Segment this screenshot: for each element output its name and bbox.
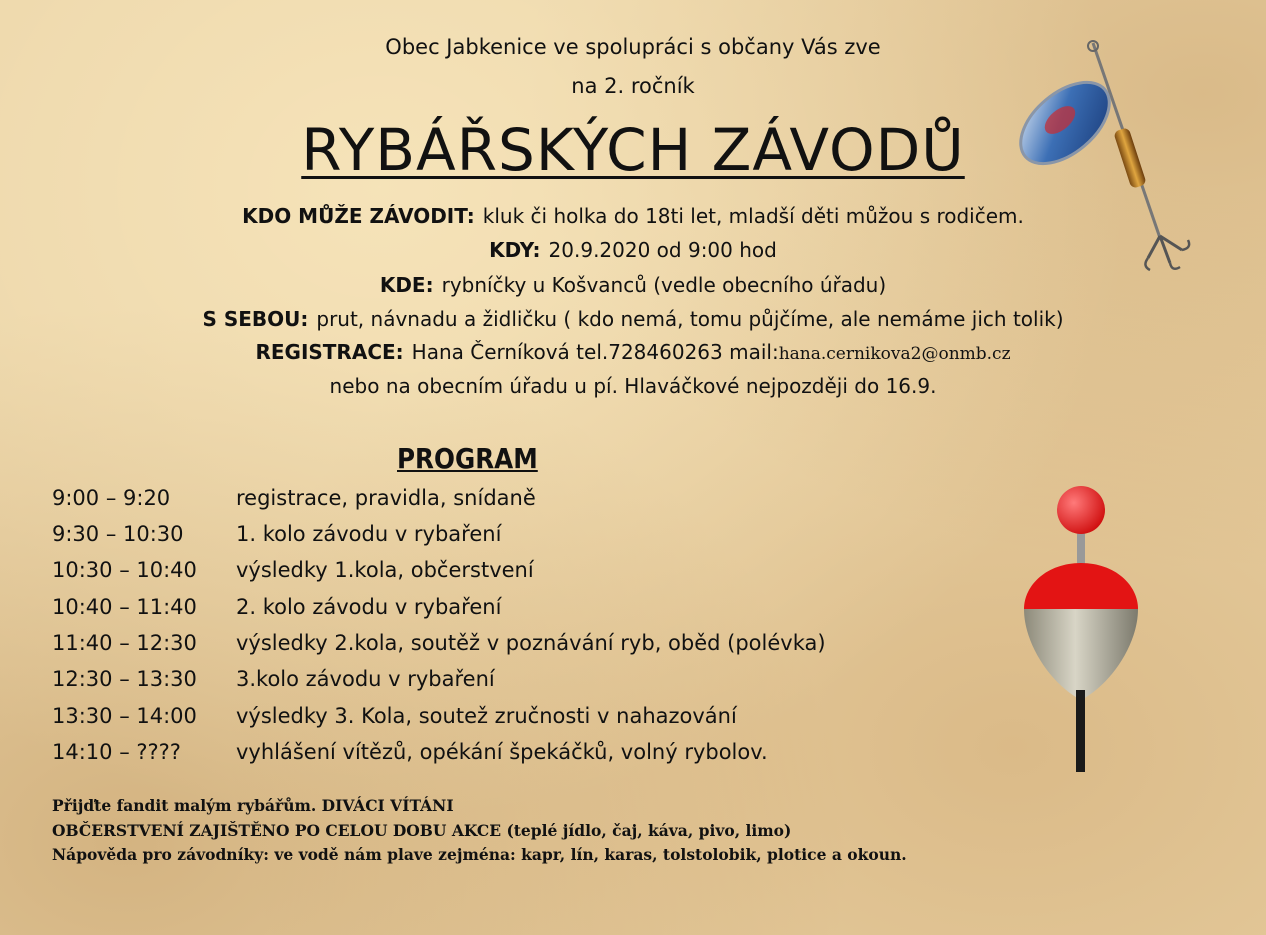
bring-label: S SEBOU: [202, 307, 309, 331]
program-row [52, 558, 534, 582]
program-activity: 3.kolo závodu v rybaření [236, 667, 495, 691]
program-time: 10:40 – 11:40 [52, 595, 197, 619]
program-activity: registrace, pravidla, snídaně [236, 486, 536, 510]
info-bring [0, 307, 1266, 331]
program-time: 10:30 – 10:40 [52, 558, 197, 582]
program-row [52, 486, 536, 510]
program-activity: 1. kolo závodu v rybaření [236, 522, 502, 546]
where-label: KDE: [379, 273, 434, 297]
when-label: KDY: [489, 238, 541, 262]
bring-value: prut, návnadu a židličku ( kdo nemá, tomu půjčíme, ale nemáme jich tolik) [316, 307, 1064, 331]
where-value: rybníčky u Košvanců (vedle obecního úřadu) [441, 273, 887, 297]
who-label: KDO MŮŽE ZÁVODIT: [242, 204, 475, 228]
footer-line-2: OBČERSTVENÍ ZAJIŠTĚNO PO CELOU DOBU AKCE (teplé jídlo, čaj, káva, pivo, limo) [52, 821, 792, 840]
program-row [52, 667, 495, 691]
info-registration [0, 340, 1266, 364]
fishing-float-bobber-icon [1020, 485, 1145, 775]
program-activity: výsledky 3. Kola, soutež zručnosti v nahazování [236, 704, 737, 728]
program-time: 9:00 – 9:20 [52, 486, 171, 510]
footer-line-3: Nápověda pro závodníky: ve vodě nám plave zejména: kapr, lín, karas, tolstolobik, plotice a okoun. [52, 845, 907, 864]
footer-line-1: Přijďte fandit malým rybářům. DIVÁCI VÍTÁNI [52, 796, 454, 815]
intro-line-2: na 2. ročník [571, 74, 695, 98]
program-row [52, 704, 737, 728]
program-time: 13:30 – 14:00 [52, 704, 197, 728]
fishing-spinner-lure-icon [1010, 38, 1200, 278]
registration-email[interactable]: hana.cernikova2@onmb.cz [778, 344, 1011, 364]
program-row [52, 522, 501, 546]
program-activity: 2. kolo závodu v rybaření [236, 595, 502, 619]
program-activity: výsledky 1.kola, občerstvení [236, 558, 534, 582]
program-row [52, 631, 826, 655]
program-time: 12:30 – 13:30 [52, 667, 197, 691]
info-registration-line2: nebo na obecním úřadu u pí. Hlaváčkové nejpozději do 16.9. [329, 374, 937, 398]
program-time: 11:40 – 12:30 [52, 631, 197, 655]
program-activity: vyhlášení vítězů, opékání špekáčků, volný rybolov. [236, 740, 768, 764]
intro-line-1: Obec Jabkenice ve spolupráci s občany Vás zve [385, 35, 881, 59]
program-heading: PROGRAM [397, 442, 538, 475]
program-row [52, 740, 768, 764]
when-value: 20.9.2020 od 9:00 hod [548, 238, 777, 262]
program-activity: výsledky 2.kola, soutěž v poznávání ryb, oběd (polévka) [236, 631, 826, 655]
program-time: 14:10 – ???? [52, 740, 181, 764]
registration-label: REGISTRACE: [255, 340, 404, 364]
who-value: kluk či holka do 18ti let, mladší děti můžou s rodičem. [482, 204, 1024, 228]
program-time: 9:30 – 10:30 [52, 522, 184, 546]
poster-title: RYBÁŘSKÝCH ZÁVODŮ [301, 116, 965, 184]
program-row [52, 595, 501, 619]
registration-value: Hana Černíková tel.728460263 mail: [411, 340, 779, 364]
